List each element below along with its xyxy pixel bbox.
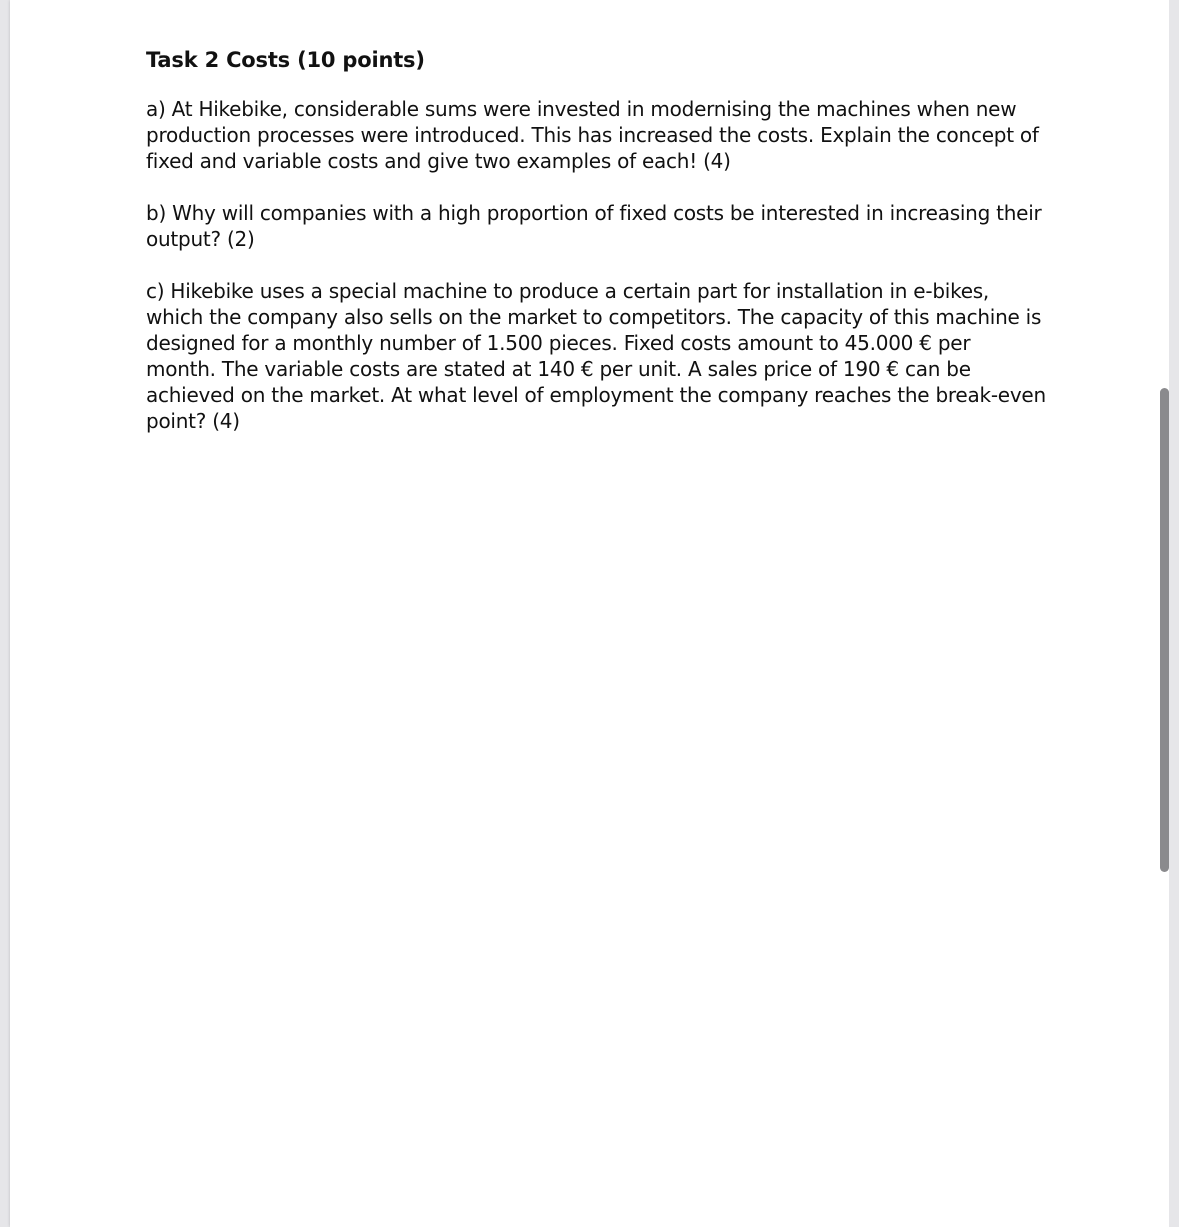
question-a: a) At Hikebike, considerable sums were invested in modernising the machines when new production processes were introduced. This has increased the costs. Explain the concept of fixed and variable costs and give two examples of each! (4) bbox=[146, 97, 1039, 173]
question-b: b) Why will companies with a high proportion of fixed costs be interested in increasing their output? (2) bbox=[146, 201, 1042, 251]
scrollbar-thumb[interactable] bbox=[1160, 388, 1169, 872]
question-c: c) Hikebike uses a special machine to produce a certain part for installation in e-bikes, which the company also sells on the market to competitors. The capacity of this machine is designed for a monthly number of 1.500 pieces. Fixed costs amount to 45.000 € per month. The variable costs are stated at 140 € per unit. A sales price of 190 € can be achieved on the market. At what level of employment the company reaches the break-even point? (4) bbox=[146, 279, 1046, 433]
scrollbar-track[interactable] bbox=[1169, 0, 1179, 1227]
page-content bbox=[146, 44, 1046, 460]
document-page bbox=[10, 0, 1169, 1227]
task-title: Task 2 Costs (10 points) bbox=[146, 48, 425, 72]
